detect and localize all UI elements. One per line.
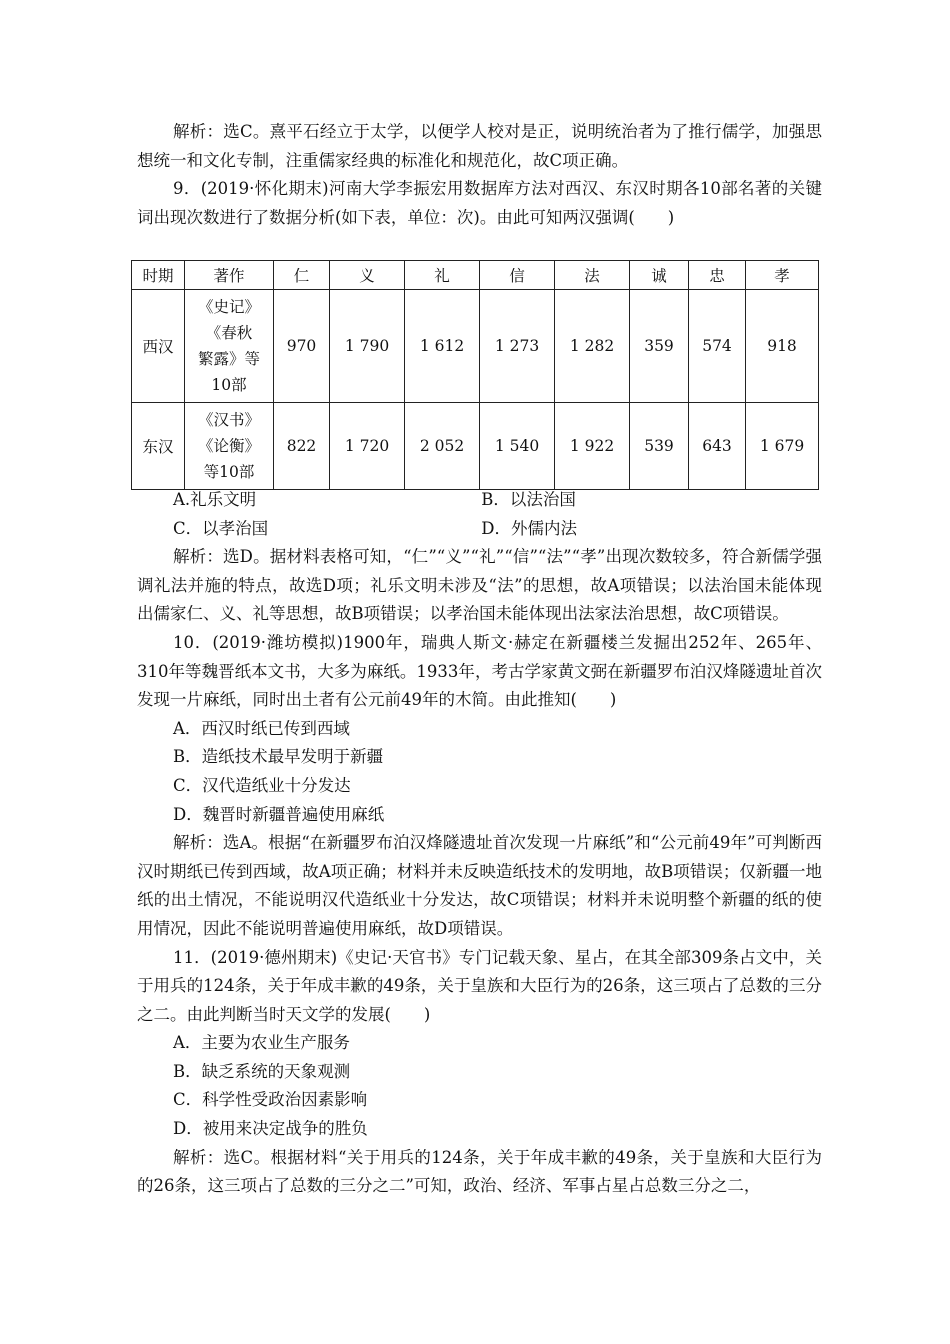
value-cell: 1 790	[330, 290, 405, 403]
works-cell	[185, 403, 274, 490]
q10-analysis: 解析：选A。根据“在新疆罗布泊汉烽隧遗址首次发现一片麻纸”和“公元前49年”可判断西汉时期纸已传到西域，故A项正确；材料并未反映造纸技术的发明地，故B项错误；仅新疆一地纸的出土情况，不能说明汉代造纸业十分发达，故C项错误；材料并未说明整个新疆的纸的使用情况，因此不能说明普遍使用麻纸，故D项错误。	[137, 833, 822, 938]
work-line: 等10部	[203, 463, 255, 481]
period-cell: 东汉	[132, 403, 185, 490]
q9-analysis: 解析：选D。据材料表格可知，“仁”“义”“礼”“信”“法”“孝”出现次数较多，符合新儒学强调礼法并施的特点，故选D项；礼乐文明未涉及“法”的思想，故A项错误；以法治国未能体现出儒家仁、义、礼等思想，故B项错误；以孝治国未能体现出法家法治思想，故C项错误。	[137, 547, 822, 624]
header-cell: 仁	[274, 261, 330, 290]
q10-option-d: D．魏晋时新疆普遍使用麻纸	[173, 804, 385, 824]
header-cell: 时期	[132, 261, 185, 290]
work-line: 繁露》等	[197, 350, 260, 368]
block-main	[137, 486, 822, 1201]
q10-option-a: A．西汉时纸已传到西域	[173, 718, 350, 738]
header-cell: 著作	[185, 261, 274, 290]
q11-option-a: A．主要为农业生产服务	[173, 1033, 350, 1053]
value-cell: 1 720	[330, 403, 405, 490]
q9-stem: 9．(2019·怀化期末)河南大学李振宏用数据库方法对西汉、东汉时期各10部名著的关键词出现次数进行了数据分析(如下表，单位：次)。由此可知两汉强调( )	[137, 179, 822, 227]
period-cell: 西汉	[132, 290, 185, 403]
table-header-row	[132, 261, 819, 290]
q9-options-row-2	[137, 515, 822, 544]
q11-option-c: C．科学性受政治因素影响	[173, 1090, 368, 1110]
value-cell: 1 540	[480, 403, 555, 490]
keyword-table	[131, 260, 819, 490]
q8-analysis: 解析：选C。熹平石经立于太学，以便学人校对是正，说明统治者为了推行儒学，加强思想统一和文化专制，注重儒家经典的标准化和规范化，故C项正确。	[137, 122, 822, 170]
header-cell: 礼	[405, 261, 480, 290]
header-cell: 义	[330, 261, 405, 290]
value-cell: 970	[274, 290, 330, 403]
header-cell: 信	[480, 261, 555, 290]
q10-stem: 10．(2019·潍坊模拟)1900年，瑞典人斯文·赫定在新疆楼兰发掘出252年、265年、310年等魏晋纸本文书，大多为麻纸。1933年，考古学家黄文弼在新疆罗布泊汉烽隧遗址首次发现一片麻纸，同时出土者有公元前49年的木简。由此推知( )	[137, 632, 822, 710]
q10-option-b: B．造纸技术最早发明于新疆	[173, 747, 384, 767]
value-cell: 359	[630, 290, 689, 403]
q9-option-c: C．以孝治国	[173, 518, 269, 538]
value-cell: 2 052	[405, 403, 480, 490]
work-line: 《论衡》	[197, 437, 260, 455]
works-cell	[185, 290, 274, 403]
header-cell: 法	[555, 261, 630, 290]
value-cell: 1 282	[555, 290, 630, 403]
q11-stem: 11．(2019·德州期末)《史记·天官书》专门记载天象、星占，在其全部309条占文中，关于用兵的124条，关于年成丰歉的49条，关于皇族和大臣行为的26条，这三项占了总数的三分之二。由此判断当时天文学的发展( )	[137, 947, 822, 1024]
value-cell: 574	[689, 290, 746, 403]
header-cell: 孝	[746, 261, 819, 290]
header-cell: 忠	[689, 261, 746, 290]
value-cell: 643	[689, 403, 746, 490]
header-cell: 诚	[630, 261, 689, 290]
table-row	[132, 403, 819, 490]
q11-option-d: D．被用来决定战争的胜负	[173, 1119, 368, 1139]
value-cell: 918	[746, 290, 819, 403]
value-cell: 1 273	[480, 290, 555, 403]
value-cell: 1 612	[405, 290, 480, 403]
table-row	[132, 290, 819, 403]
value-cell: 539	[630, 403, 689, 490]
q9-option-a: A.礼乐文明	[173, 490, 257, 509]
value-cell: 822	[274, 403, 330, 490]
value-cell: 1 922	[555, 403, 630, 490]
work-line: 《汉书》	[197, 411, 260, 429]
q11-analysis: 解析：选C。根据材料“关于用兵的124条，关于年成丰歉的49条，关于皇族和大臣行为的26条，这三项占了总数的三分之二”可知，政治、经济、军事占星占总数三分之二，	[137, 1147, 822, 1196]
value-cell: 1 679	[746, 403, 819, 490]
q10-option-c: C．汉代造纸业十分发达	[173, 775, 351, 795]
q9-option-b: B．以法治国	[481, 490, 576, 509]
work-line: 《史记》	[197, 298, 260, 316]
q9-option-d: D．外儒内法	[481, 518, 578, 538]
work-line: 10部	[211, 376, 247, 394]
q11-option-b: B．缺乏系统的天象观测	[173, 1061, 351, 1081]
block-top	[137, 118, 822, 232]
q9-options-row-1	[137, 486, 822, 515]
work-line: 《春秋	[205, 324, 253, 342]
